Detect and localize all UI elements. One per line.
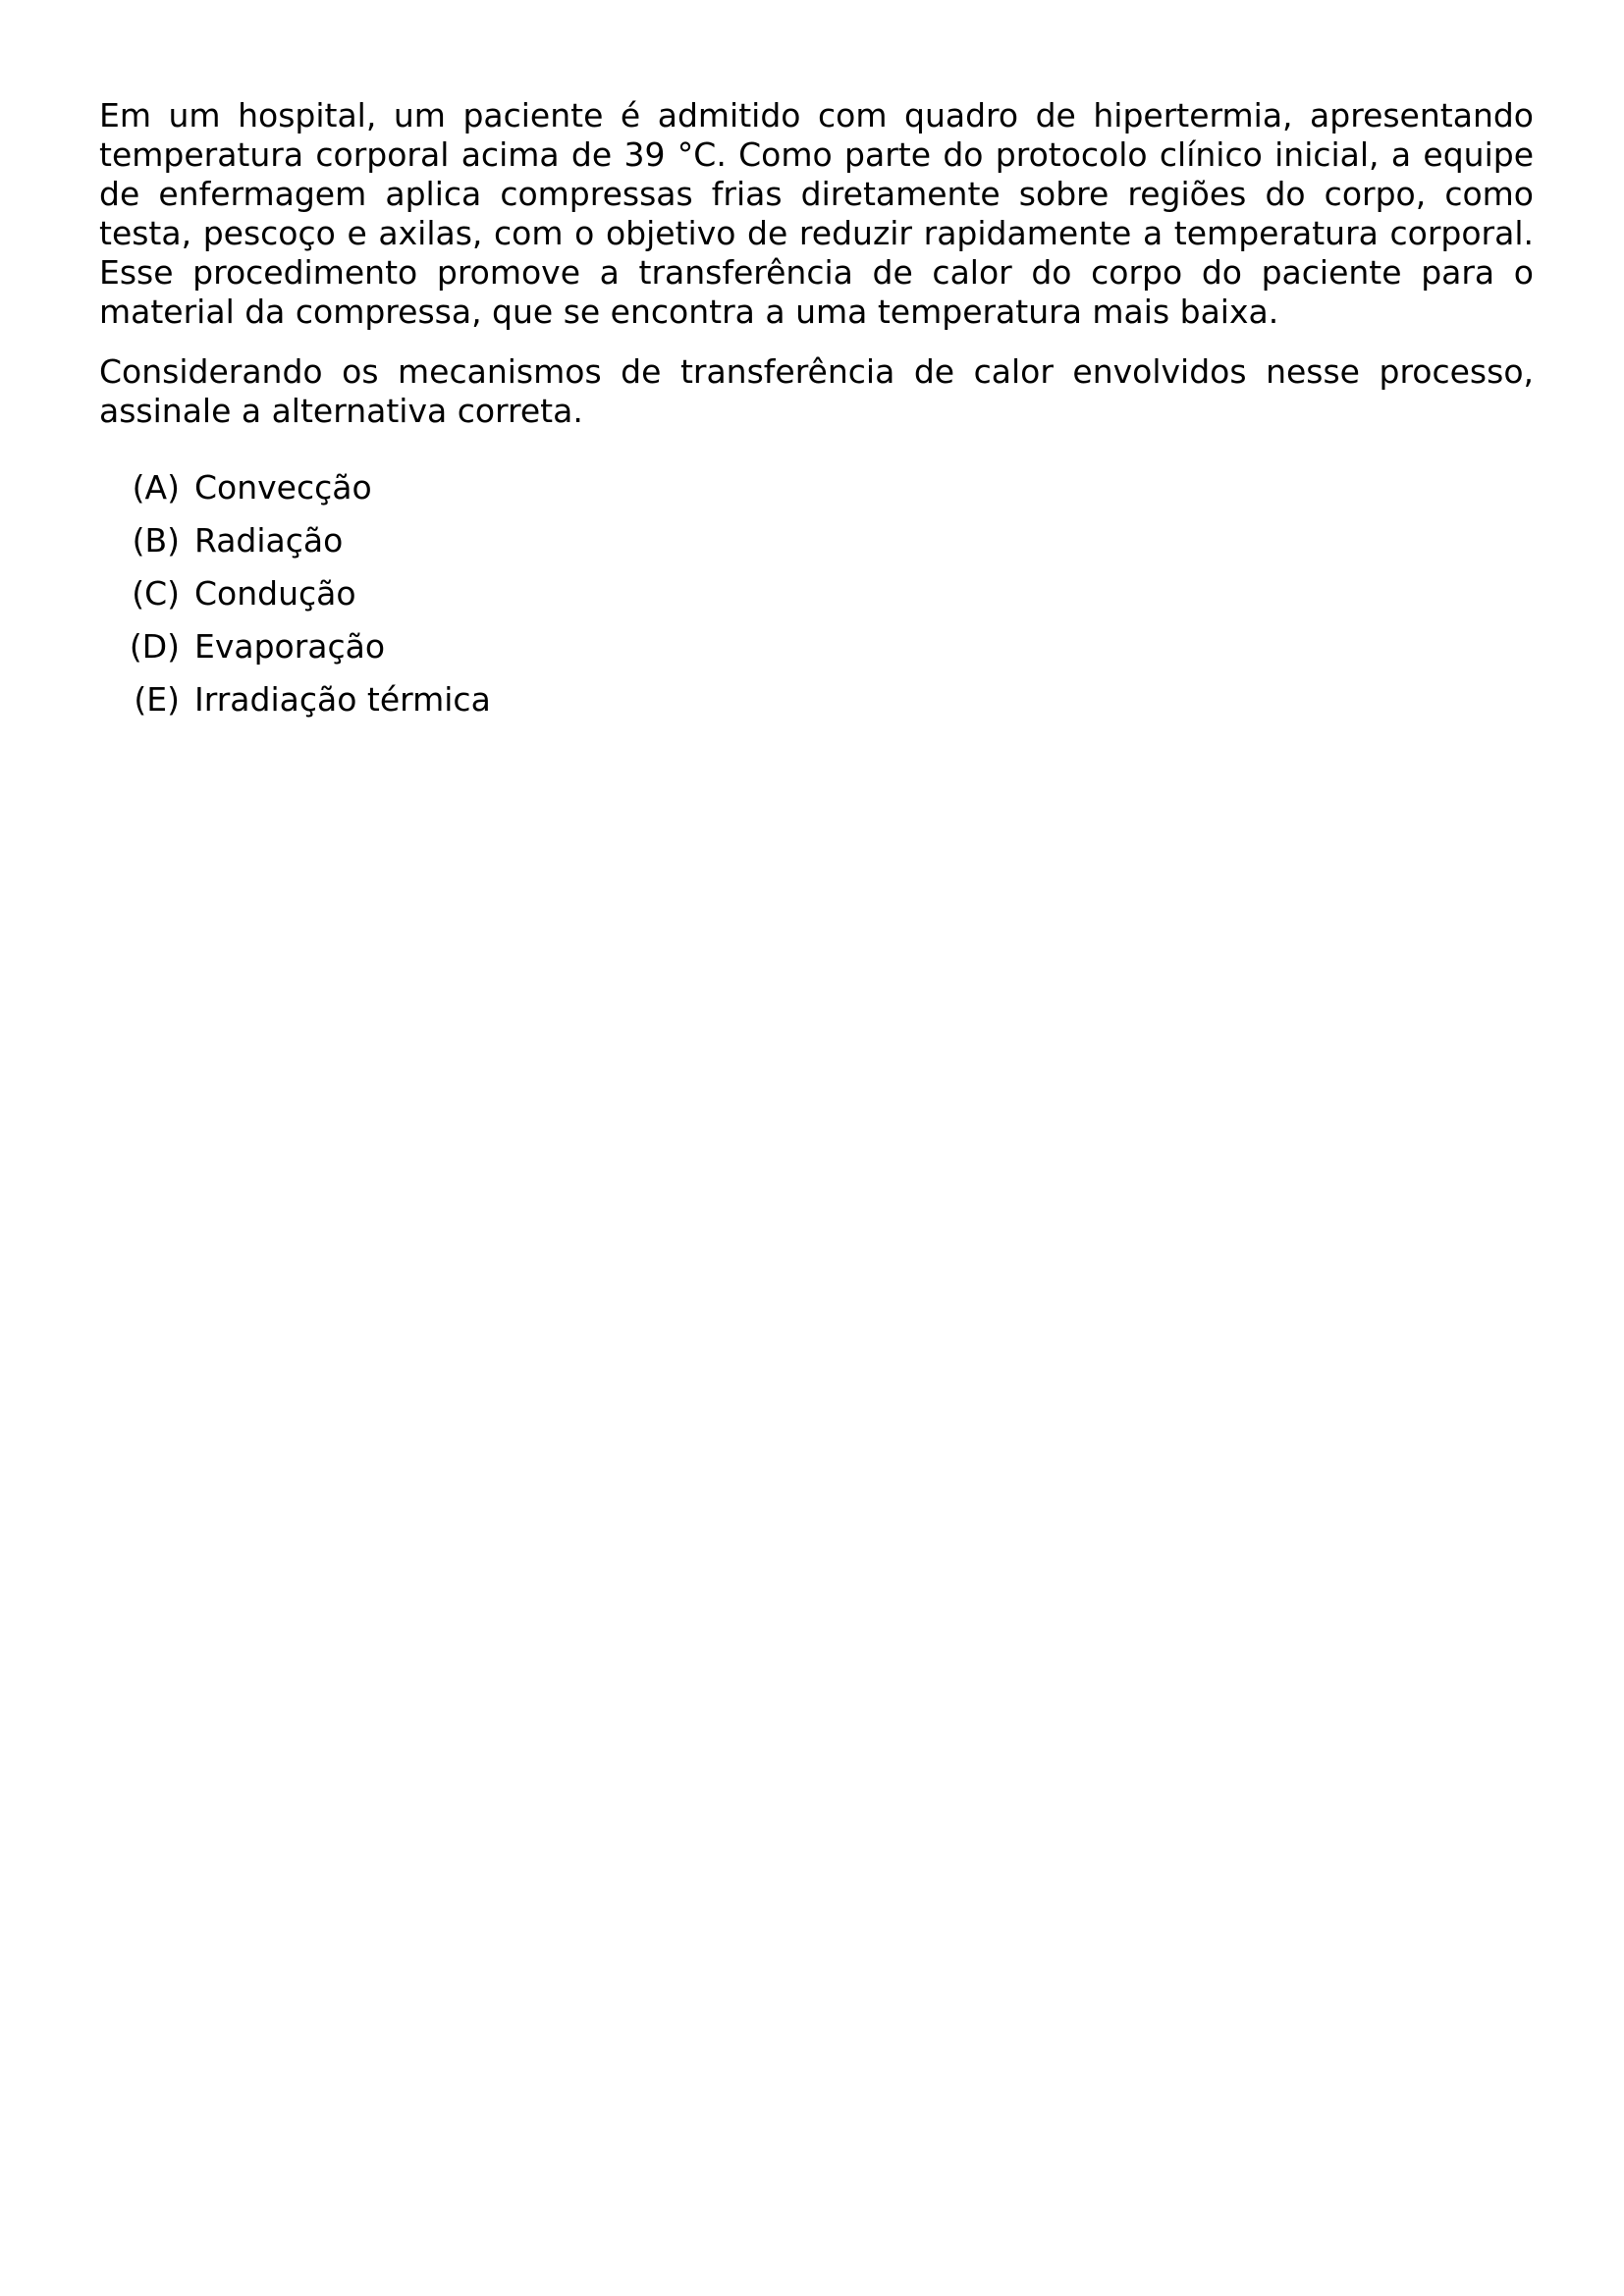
option-d[interactable] — [99, 627, 1534, 680]
option-text: Convecção — [194, 468, 372, 507]
question-prompt: Considerando os mecanismos de transferência de calor envolvidos nesse processo, assinale a alternativa correta. — [99, 352, 1534, 430]
option-letter: (D) — [129, 627, 180, 666]
option-e[interactable] — [99, 680, 1534, 733]
option-text: Radiação — [194, 521, 344, 560]
question-statement: Em um hospital, um paciente é admitido com quadro de hipertermia, apresentando temperatura corporal acima de 39 °C. Como parte do protocolo clínico inicial, a equipe de enfermagem aplica compressas frias diretamente sobre regiões do corpo, como testa, pescoço e axilas, com o objetivo de reduzir rapidamente a temperatura corporal. Esse procedimento promove a transferência de calor do corpo do paciente para o material da compressa, que se encontra a uma temperatura mais baixa. — [99, 96, 1534, 331]
option-letter: (B) — [132, 521, 180, 560]
option-text: Irradiação térmica — [194, 680, 491, 719]
option-text: Condução — [194, 574, 356, 613]
option-letter: (A) — [132, 468, 180, 507]
option-c[interactable] — [99, 574, 1534, 627]
option-letter: (E) — [134, 680, 180, 719]
option-b[interactable] — [99, 521, 1534, 574]
option-a[interactable] — [99, 468, 1534, 521]
exam-question — [99, 96, 1534, 733]
option-text: Evaporação — [194, 627, 386, 666]
answer-options — [99, 468, 1534, 733]
option-letter: (C) — [132, 574, 180, 613]
